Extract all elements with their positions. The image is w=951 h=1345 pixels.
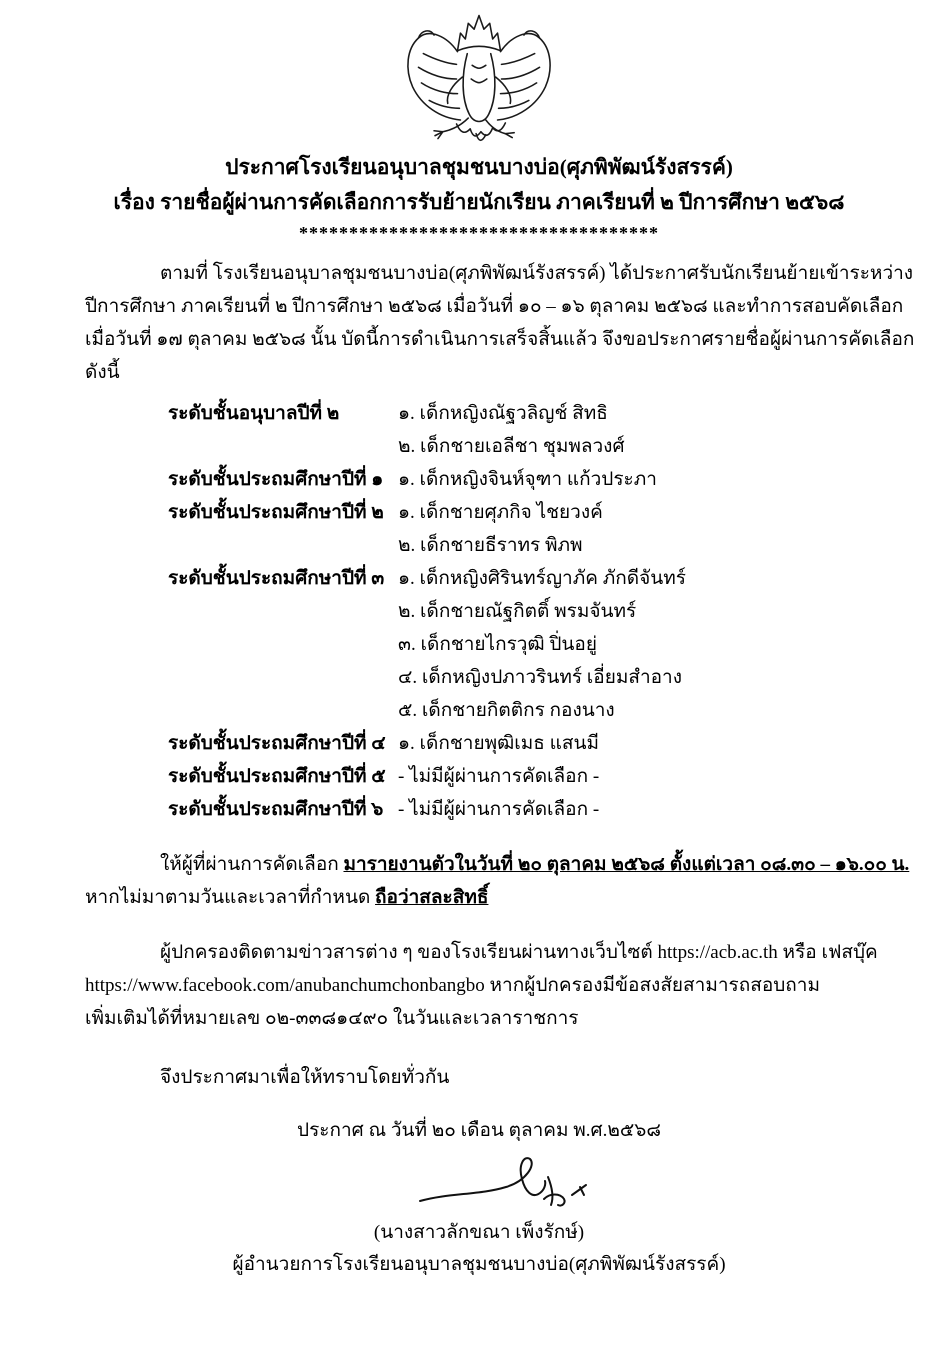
report-normal-text: ให้ผู้ที่ผ่านการคัดเลือก: [160, 854, 344, 875]
intro-paragraph: [85, 257, 915, 389]
level-label: ระดับชั้นประถมศึกษาปีที่ ๒: [168, 502, 384, 523]
level-row: [85, 727, 873, 760]
level-label: ระดับชั้นประถมศึกษาปีที่ ๓: [168, 568, 385, 589]
signature-icon: [414, 1151, 604, 1217]
level-label-spacer: [168, 628, 398, 661]
report-paragraph: [85, 848, 910, 914]
announcement-date: ประกาศ ณ วันที่ ๒๐ เดือน ตุลาคม พ.ศ.๒๕๖๘: [297, 1120, 661, 1141]
signer-name: (นางสาวลักขณา เพ็งรักษ์): [373, 1222, 585, 1243]
student-entry: ๑. เด็กหญิงณัฐวลิญช์ สิทธิ: [398, 403, 608, 424]
level-row: [85, 562, 873, 595]
level-label: ระดับชั้นประถมศึกษาปีที่ ๕: [168, 766, 386, 787]
level-label-spacer: [168, 529, 398, 562]
level-row: [85, 430, 873, 463]
level-row: [85, 463, 873, 496]
student-entry: ๔. เด็กหญิงปภาวรินทร์ เอี่ยมสำอาง: [398, 667, 682, 688]
level-row: [85, 628, 873, 661]
no-pass-entry: - ไม่มีผู้ผ่านการคัดเลือก -: [398, 766, 600, 787]
level-label-spacer: [168, 661, 398, 694]
document-title: ประกาศโรงเรียนอนุบาลชุมชนบางบ่อ(ศุภพิพัฒน์รังสรรค์): [225, 155, 733, 179]
report-normal-text: หากไม่มาตามวันและเวลาที่กำหนด: [85, 887, 376, 908]
no-pass-entry: - ไม่มีผู้ผ่านการคัดเลือก -: [398, 799, 600, 820]
contact-line: ผู้ปกครองติดตามข่าวสารต่าง ๆ ของโรงเรียนผ่านทางเว็บไซต์ https://acb.ac.th หรือ เฟสบุ๊ค: [160, 942, 878, 963]
level-label-spacer: [168, 430, 398, 463]
level-row: [85, 595, 873, 628]
level-row: [85, 529, 873, 562]
student-entry: ๒. เด็กชายธีราทร พิภพ: [398, 535, 583, 556]
level-label: ระดับชั้นประถมศึกษาปีที่ ๖: [168, 799, 384, 820]
contact-line: เพิ่มเติมได้ที่หมายเลข ๐๒-๓๓๘๑๔๙๐ ในวันและเวลาราชการ: [85, 1008, 579, 1029]
intro-line: ดังนี้: [85, 362, 120, 383]
intro-line: ตามที่ โรงเรียนอนุบาลชุมชนบางบ่อ(ศุภพิพัฒน์รังสรรค์) ได้ประกาศรับนักเรียนย้ายเข้าระหว่าง: [160, 263, 914, 284]
level-row: [85, 694, 873, 727]
signer-title: ผู้อำนวยการโรงเรียนอนุบาลชุมชนบางบ่อ(ศุภพิพัฒน์รังสรรค์): [232, 1254, 726, 1275]
student-entry: ๓. เด็กชายไกรวุฒิ ปิ่นอยู่: [398, 634, 597, 655]
intro-line: ปีการศึกษา ภาคเรียนที่ ๒ ปีการศึกษา ๒๕๖๘ เมื่อวันที่ ๑๐ – ๑๖ ตุลาคม ๒๕๖๘ และทำการสอบคัดเลือก: [85, 296, 904, 317]
level-row: [85, 793, 873, 826]
report-line: [85, 848, 910, 881]
intro-line: เมื่อวันที่ ๑๗ ตุลาคม ๒๕๖๘ นั้น บัดนี้การดำเนินการเสร็จสิ้นแล้ว จึงขอประกาศรายชื่อผู้ผ่านการคัดเลือก: [85, 329, 915, 350]
garuda-emblem-drawing: [396, 10, 562, 148]
level-row: [85, 760, 873, 793]
document-subject: เรื่อง รายชื่อผู้ผ่านการคัดเลือกการรับย้ายนักเรียน ภาคเรียนที่ ๒ ปีการศึกษา ๒๕๖๘: [113, 190, 845, 214]
level-row: [85, 661, 873, 694]
report-emphasized-text: ถือว่าสละสิทธิ์: [375, 887, 489, 908]
student-entry: ๒. เด็กชายเอลีชา ชุมพลวงศ์: [398, 436, 625, 457]
student-entry: ๒. เด็กชายณัฐกิตติ์ พรมจันทร์: [398, 601, 637, 622]
level-label-spacer: [168, 694, 398, 727]
contact-paragraph: [85, 936, 878, 1035]
closing-statement: จึงประกาศมาเพื่อให้ทราบโดยทั่วกัน: [160, 1067, 450, 1088]
student-entry: ๑. เด็กหญิงศิรินทร์ญาภัค ภักดีจันทร์: [398, 568, 686, 589]
level-row: [85, 397, 873, 430]
level-label: ระดับชั้นประถมศึกษาปีที่ ๑: [168, 469, 384, 490]
level-label: ระดับชั้นประถมศึกษาปีที่ ๔: [168, 733, 386, 754]
level-label: ระดับชั้นอนุบาลปีที่ ๒: [168, 403, 340, 424]
student-entry: ๕. เด็กชายกิตติกร กองนาง: [398, 700, 615, 721]
level-row: [85, 496, 873, 529]
level-label-spacer: [168, 595, 398, 628]
student-entry: ๑. เด็กหญิงจินห์จุฑา แก้วประภา: [398, 469, 657, 490]
garuda-emblem-icon: [396, 10, 562, 148]
results-list: [85, 397, 873, 826]
report-emphasized-text: มารายงานตัวในวันที่ ๒๐ ตุลาคม ๒๕๖๘ ตั้งแต่เวลา ๐๘.๓๐ – ๑๖.๐๐ น.: [343, 854, 910, 875]
student-entry: ๑. เด็กชายพุฒิเมธ แสนมี: [398, 733, 600, 754]
student-entry: ๑. เด็กชายศุภกิจ ไชยวงค์: [398, 502, 603, 523]
contact-line: https://www.facebook.com/anubanchumchonbangbo หากผู้ปกครองมีข้อสงสัยสามารถสอบถาม: [85, 975, 820, 996]
report-line: [85, 881, 873, 914]
star-divider: ************************************: [299, 223, 659, 243]
